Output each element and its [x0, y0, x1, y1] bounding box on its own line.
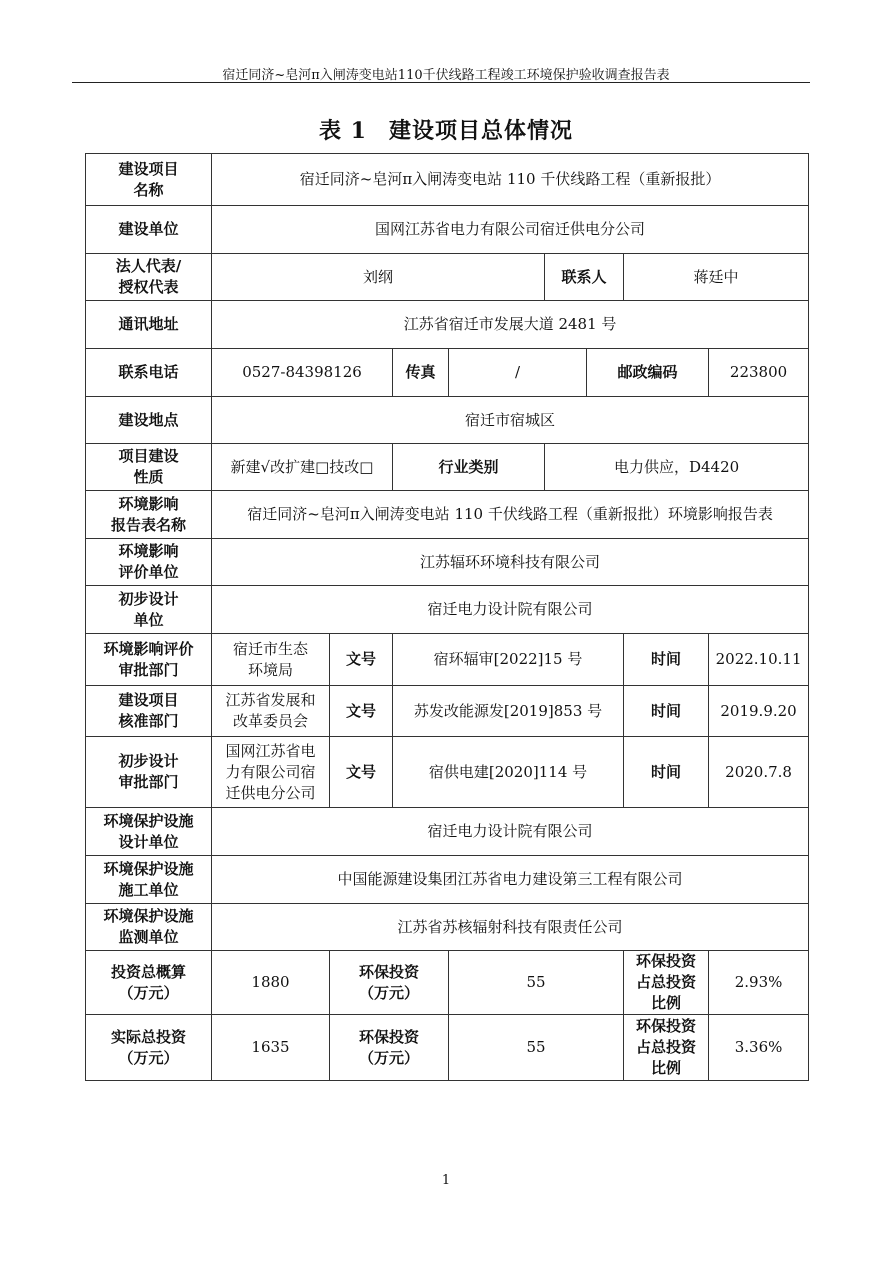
- value-contact: 蒋廷中: [624, 254, 809, 301]
- page-number: 1: [441, 1173, 451, 1188]
- value-eia-unit: 江苏辐环环境科技有限公司: [212, 539, 809, 586]
- value-industry: 电力供应，D4420: [545, 444, 809, 491]
- value-actual-env: 55: [449, 1015, 624, 1081]
- label-design-unit: 初步设计 单位: [86, 586, 212, 634]
- table-number: 表 1: [319, 118, 367, 144]
- row-eia-unit: [86, 539, 809, 586]
- value-eia-report: 宿迁同济~皂河π入闸涛变电站 110 千伏线路工程（重新报批）环境影响报告表: [212, 491, 809, 539]
- label-env-monitor: 环境保护设施 监测单位: [86, 904, 212, 951]
- label-unit: 建设单位: [86, 206, 212, 254]
- label-phone: 联系电话: [86, 349, 212, 397]
- row-eia-report: [86, 491, 809, 539]
- value-postcode: 223800: [709, 349, 809, 397]
- label-design-doc: 文号: [330, 737, 393, 808]
- project-overview-table: [85, 153, 809, 1081]
- label-eia-doc: 文号: [330, 634, 393, 686]
- value-nature: 新建√改扩建□技改□: [212, 444, 393, 491]
- value-budget-env: 55: [449, 951, 624, 1015]
- row-actual: [86, 1015, 809, 1081]
- value-actual: 1635: [212, 1015, 330, 1081]
- value-phone: 0527-84398126: [212, 349, 393, 397]
- value-env-design: 宿迁电力设计院有限公司: [212, 808, 809, 856]
- label-budget: 投资总概算 （万元）: [86, 951, 212, 1015]
- value-eia-time: 2022.10.11: [709, 634, 809, 686]
- value-env-construction: 中国能源建设集团江苏省电力建设第三工程有限公司: [212, 856, 809, 904]
- label-eia-report: 环境影响 报告表名称: [86, 491, 212, 539]
- row-unit: [86, 206, 809, 254]
- label-location: 建设地点: [86, 397, 212, 444]
- page-header: 宿迁同济~皂河π入闸涛变电站110千伏线路工程竣工环境保护验收调查报告表: [222, 68, 670, 83]
- row-design-unit: [86, 586, 809, 634]
- value-budget: 1880: [212, 951, 330, 1015]
- label-eia-time: 时间: [624, 634, 709, 686]
- label-postcode: 邮政编码: [587, 349, 709, 397]
- value-legal-rep: 刘纲: [212, 254, 545, 301]
- table-title: [0, 114, 892, 145]
- row-location: [86, 397, 809, 444]
- label-design-time: 时间: [624, 737, 709, 808]
- label-nature: 项目建设 性质: [86, 444, 212, 491]
- label-industry: 行业类别: [393, 444, 545, 491]
- label-actual-env: 环保投资 （万元）: [330, 1015, 449, 1081]
- value-project-approval-dept: 江苏省发展和 改革委员会: [212, 686, 330, 737]
- value-fax: /: [449, 349, 587, 397]
- row-eia-approval: [86, 634, 809, 686]
- label-project-time: 时间: [624, 686, 709, 737]
- label-actual-ratio: 环保投资 占总投资 比例: [624, 1015, 709, 1081]
- value-budget-ratio: 2.93%: [709, 951, 809, 1015]
- value-env-monitor: 江苏省苏核辐射科技有限责任公司: [212, 904, 809, 951]
- value-eia-doc: 宿环辐审[2022]15 号: [393, 634, 624, 686]
- value-project-name: 宿迁同济~皂河π入闸涛变电站 110 千伏线路工程（重新报批）: [212, 154, 809, 206]
- label-actual: 实际总投资 （万元）: [86, 1015, 212, 1081]
- value-design-doc: 宿供电建[2020]114 号: [393, 737, 624, 808]
- value-eia-approval-dept: 宿迁市生态 环境局: [212, 634, 330, 686]
- label-project-approval: 建设项目 核准部门: [86, 686, 212, 737]
- row-env-monitor: [86, 904, 809, 951]
- row-address: [86, 301, 809, 349]
- label-project-name: 建设项目 名称: [86, 154, 212, 206]
- value-address: 江苏省宿迁市发展大道 2481 号: [212, 301, 809, 349]
- label-env-construction: 环境保护设施 施工单位: [86, 856, 212, 904]
- label-budget-ratio: 环保投资 占总投资 比例: [624, 951, 709, 1015]
- value-design-approval-dept: 国网江苏省电 力有限公司宿 迁供电分公司: [212, 737, 330, 808]
- value-design-time: 2020.7.8: [709, 737, 809, 808]
- label-contact: 联系人: [545, 254, 624, 301]
- value-unit: 国网江苏省电力有限公司宿迁供电分公司: [212, 206, 809, 254]
- value-actual-ratio: 3.36%: [709, 1015, 809, 1081]
- header-rule: [72, 82, 810, 83]
- label-budget-env: 环保投资 （万元）: [330, 951, 449, 1015]
- value-design-unit: 宿迁电力设计院有限公司: [212, 586, 809, 634]
- row-legal-rep: [86, 254, 809, 301]
- label-project-doc: 文号: [330, 686, 393, 737]
- label-env-design: 环境保护设施 设计单位: [86, 808, 212, 856]
- row-project-name: [86, 154, 809, 206]
- row-env-design: [86, 808, 809, 856]
- table-title-text: 建设项目总体情况: [388, 118, 573, 144]
- label-legal-rep: 法人代表/ 授权代表: [86, 254, 212, 301]
- label-fax: 传真: [393, 349, 449, 397]
- row-project-approval: [86, 686, 809, 737]
- label-eia-approval: 环境影响评价 审批部门: [86, 634, 212, 686]
- row-phone: [86, 349, 809, 397]
- value-location: 宿迁市宿城区: [212, 397, 809, 444]
- row-design-approval: [86, 737, 809, 808]
- value-project-time: 2019.9.20: [709, 686, 809, 737]
- label-address: 通讯地址: [86, 301, 212, 349]
- row-env-construction: [86, 856, 809, 904]
- label-eia-unit: 环境影响 评价单位: [86, 539, 212, 586]
- label-design-approval: 初步设计 审批部门: [86, 737, 212, 808]
- row-budget: [86, 951, 809, 1015]
- row-nature: [86, 444, 809, 491]
- value-project-doc: 苏发改能源发[2019]853 号: [393, 686, 624, 737]
